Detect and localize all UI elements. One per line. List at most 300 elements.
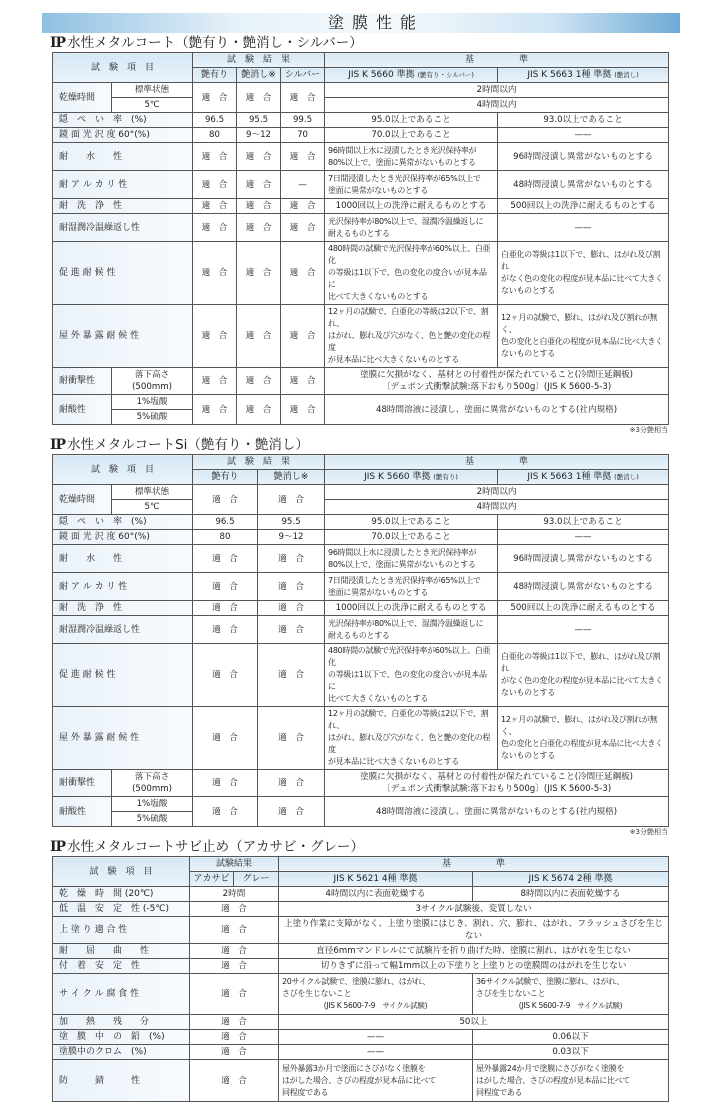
standard-text: [325, 128, 498, 143]
section-title-rust-primer: [50, 839, 720, 856]
cell-text: 1%塩酸: [136, 397, 168, 407]
cell-text: 乾燥時間: [59, 494, 96, 505]
cell-text: 乾燥時間: [59, 92, 96, 103]
cell-text: 適 合: [221, 904, 247, 914]
result-value: [281, 128, 325, 143]
cell-text: 95.0以上であること: [371, 115, 451, 125]
result-value: [237, 214, 281, 242]
cell-text: 適 合: [201, 376, 228, 386]
cell-text: 適 合: [221, 1032, 247, 1042]
standard-text: [498, 515, 669, 530]
standard-text: [325, 530, 498, 545]
standard-text: [325, 395, 669, 425]
row-label: [53, 644, 193, 707]
cell-text: 塗膜中のクロム (%): [59, 1047, 147, 1057]
cell-text: 耐 洗 浄 性: [59, 201, 123, 211]
standard-text: [473, 1030, 669, 1045]
row-label: [53, 1030, 190, 1045]
cell-text: 96時間以上水に浸漬したとき光沢保持率が 80%以上で、塗面に異常がないものとする: [328, 547, 477, 569]
cell-text: 95.0以上であること: [371, 517, 451, 527]
cell-text: 試 験 項 目: [91, 62, 155, 73]
cell-text: 適 合: [289, 201, 316, 211]
cell-text: 耐 水 性: [59, 151, 123, 162]
header-standard-column: [325, 68, 498, 83]
cell-text: 12ヶ月の試験で、白亜化の等級は2以下で、割れ、 はがれ、膨れ及び穴がなく、色と艶の変化の程度 が見本品に比べ大きくないものとする: [328, 709, 491, 766]
cell-text: 48時間浸漬し異常がないものとする: [513, 179, 653, 190]
cell-text: ——: [574, 532, 592, 542]
section-title-text: 水性メタルコート（艶有り・艶消し・シルバー）: [67, 35, 363, 51]
result-value: [258, 545, 325, 573]
cell-text: 上 塗 り 適 合 性: [59, 925, 128, 935]
table-row: [53, 974, 669, 1015]
cell-text: 艶有り: [211, 472, 239, 482]
row-sublabel: [112, 410, 193, 425]
header-row: [53, 857, 669, 872]
table-row: [53, 305, 669, 368]
cell-text: JIS K 5663 1種 準拠: [527, 472, 615, 482]
header-standard-column: [498, 68, 669, 83]
row-sublabel: [112, 797, 193, 812]
row-label: [53, 887, 190, 902]
cell-text: 適 合: [212, 806, 238, 817]
result-value: [193, 242, 237, 305]
result-value: [190, 902, 279, 917]
cell-text: 耐 屈 曲 性: [59, 946, 150, 956]
result-value: [193, 485, 258, 515]
cell-text: 適 合: [221, 1017, 247, 1027]
header-test-item: [53, 857, 190, 887]
table-row: [53, 515, 669, 530]
standard-text: [498, 305, 669, 368]
cell-text: 耐湿潤冷温繰返し性: [59, 222, 141, 233]
cell-text: 500回以上の洗浄に耐えるものとする: [510, 603, 656, 613]
standard-text: [325, 113, 498, 128]
cell-text: 耐酸性: [59, 404, 87, 415]
table-row: [53, 601, 669, 616]
standard-text: [498, 545, 669, 573]
cell-text: 標準状態: [134, 85, 170, 95]
standard-text: [325, 616, 498, 644]
standard-text: [325, 500, 669, 515]
cell-text: 適 合: [278, 778, 304, 788]
header-standard: [325, 455, 669, 470]
cell-text: 耐 水 性: [59, 553, 123, 564]
standard-text: [325, 644, 498, 707]
cell-text: 塗膜に欠損がなく、基材との付着性が保たれていること(冷間圧延鋼板) 〔デュポン式衝撃試験:落下おもり500g〕(JIS K 5600-5-3): [360, 370, 634, 392]
cell-text: 鏡 面 光 沢 度 60°(%): [59, 130, 150, 140]
cell-text: 適 合: [221, 989, 247, 999]
result-value: [193, 770, 258, 797]
row-label: [53, 902, 190, 917]
result-value: [193, 83, 237, 113]
cell-text: サ イ ク ル 腐 食 性: [59, 989, 140, 999]
table-row: [53, 530, 669, 545]
standard-text: [325, 573, 498, 601]
cell-text: 48時間溶液に浸漬し、塗面に異常がないものとする(社内規格): [375, 806, 618, 817]
row-label: [53, 944, 190, 959]
result-value: [237, 83, 281, 113]
table-row: [53, 917, 669, 944]
section-title-metalcoat-si: [50, 437, 720, 454]
table-row: [53, 214, 669, 242]
cell-text: 適 合: [278, 603, 304, 613]
cell-text: 適 合: [245, 179, 272, 190]
table-row: [53, 1015, 669, 1030]
standard-text: [279, 917, 669, 944]
cell-text: —: [298, 179, 307, 190]
standard-text: [498, 143, 669, 171]
result-value: [237, 199, 281, 214]
row-label: [53, 199, 193, 214]
header-test-result: [193, 53, 325, 68]
result-value: [281, 143, 325, 171]
cell-text: 試 験 項 目: [89, 866, 153, 877]
result-value: [190, 887, 279, 902]
result-value: [258, 601, 325, 616]
cell-text: 加 熱 残 分: [59, 1017, 150, 1027]
cell-text: 5℃: [144, 502, 160, 512]
cell-text: 白亜化の等級は1以下で、膨れ、はがれ及び割れ がなく色の変化の程度が見本品に比べて大きく ないものとする: [501, 652, 663, 697]
cell-text: 70.0以上であること: [371, 532, 451, 542]
cell-text: 適 合: [221, 1075, 247, 1086]
ip-logo: IP: [50, 437, 66, 453]
standard-text: [473, 974, 669, 1015]
cell-text: 適 合: [289, 268, 316, 278]
cell-text: 適 合: [289, 331, 316, 341]
table-row: [53, 1030, 669, 1045]
result-value: [258, 616, 325, 644]
table-row: [53, 644, 669, 707]
row-label: [53, 959, 190, 974]
table-row: [53, 199, 669, 214]
result-value: [193, 707, 258, 770]
result-value: [190, 1060, 279, 1102]
cell-text: 適 合: [221, 961, 247, 971]
cell-text: 4時間以内に表面乾燥する: [325, 889, 426, 899]
cell-text: 500回以上の洗浄に耐えるものとする: [510, 201, 656, 211]
cell-text: 95.5: [281, 517, 301, 527]
cell-text: 耐衝撃性: [59, 376, 96, 386]
cell-text: 適 合: [289, 222, 316, 233]
standard-text: [325, 797, 669, 827]
cell-text: 4時間以内: [476, 502, 517, 512]
result-value: [193, 545, 258, 573]
result-value: [193, 530, 258, 545]
cell-text: 1000回以上の洗浄に耐えるものとする: [335, 201, 487, 211]
result-value: [258, 530, 325, 545]
row-label: [53, 1060, 190, 1102]
table-row: [53, 242, 669, 305]
standard-text: [473, 887, 669, 902]
cell-text: 付 着 安 定 性: [59, 961, 141, 971]
page-title: 塗膜性能: [327, 13, 424, 32]
cell-text: 2時間: [222, 889, 246, 899]
row-sublabel: [112, 500, 193, 515]
result-value: [237, 128, 281, 143]
cell-text: 適 合: [289, 151, 316, 162]
cell-text: 適 合: [201, 151, 228, 162]
header-result-column: [237, 68, 281, 83]
spec-table-metalcoat-si: [52, 454, 669, 827]
cell-text: 光沢保持率が80%以上で、湿潤冷温繰返しに 耐えるものとする: [328, 618, 484, 640]
result-value: [281, 214, 325, 242]
cell-text: 9～12: [278, 532, 304, 542]
cell-text: 0.03以下: [552, 1047, 589, 1057]
standard-text: [498, 242, 669, 305]
cell-text: 適 合: [201, 331, 228, 341]
result-value: [237, 143, 281, 171]
cell-text: 試 験 結 果: [227, 55, 291, 65]
cell-text: JIS K 5663 1種 準拠: [527, 70, 615, 80]
row-label: [53, 515, 193, 530]
cell-text: 適 合: [221, 1047, 247, 1057]
row-label: [53, 917, 190, 944]
result-value: [281, 199, 325, 214]
table-row: [53, 485, 669, 500]
row-label: [53, 530, 193, 545]
cell-text: 光沢保持率が80%以上で、湿潤冷温繰返しに 耐えるものとする: [328, 216, 484, 238]
standard-text: [279, 887, 473, 902]
cell-text: 5℃: [144, 100, 160, 110]
cell-text: 基 準: [465, 457, 529, 467]
table-row: [53, 113, 669, 128]
cell-text: 適 合: [212, 733, 238, 743]
row-label: [53, 305, 193, 368]
standard-text: [325, 707, 498, 770]
cell-text: 落下高さ (500mm): [132, 370, 172, 392]
result-value: [258, 573, 325, 601]
cell-text: 適 合: [201, 92, 228, 103]
footnote: ※3分艶相当: [629, 828, 668, 836]
standard-text: [325, 199, 498, 214]
cell-text: 5%硫酸: [136, 412, 168, 422]
cell-text: グレー: [242, 874, 270, 884]
cell-text: 適 合: [245, 331, 272, 341]
table-row: [53, 797, 669, 812]
cell-text: 屋外暴露3か月で塗面にさびがなく塗膜を はがした場合、さびの程度が見本品に比べて 同程度である: [282, 1063, 437, 1097]
table-row: [53, 395, 669, 410]
result-value: [193, 573, 258, 601]
cell-text: 白亜化の等級は1以下で、膨れ、はがれ及び割れ がなく色の変化の程度が見本品に比べて大きく ないものとする: [501, 250, 663, 295]
row-sublabel: [112, 770, 193, 797]
header-standard-column: [498, 470, 669, 485]
cell-text: 適 合: [278, 581, 304, 592]
cell-text: 70: [297, 130, 308, 140]
row-label: [53, 1015, 190, 1030]
cell-text: 耐 ア ル カ リ 性: [59, 179, 128, 190]
header-result-column: [234, 872, 279, 887]
cell-text: 適 合: [201, 404, 228, 415]
cell-text: 50以上: [459, 1017, 488, 1027]
cell-text: 試 験 結 果: [227, 457, 291, 467]
cell-text: 適 合: [201, 179, 228, 190]
table-row: [53, 573, 669, 601]
cell-text: 適 合: [278, 624, 304, 635]
cell-text: 9～12: [246, 130, 272, 140]
standard-text: [498, 601, 669, 616]
result-value: [193, 395, 237, 425]
cell-text: 4時間以内: [476, 100, 517, 110]
cell-text: 36サイクル試験で、塗膜に膨れ、はがれ、 さびを生じないこと: [476, 977, 625, 998]
table-row: [53, 902, 669, 917]
table-row: [53, 171, 669, 199]
cell-text: 試 験 項 目: [91, 464, 155, 475]
cell-text: 96時間浸漬し異常がないものとする: [513, 151, 653, 162]
header-standard-column: [279, 872, 473, 887]
result-value: [281, 305, 325, 368]
table-row: [53, 128, 669, 143]
result-value: [237, 113, 281, 128]
header-test-item: [53, 455, 193, 485]
cell-text: 艶消し※: [241, 70, 276, 80]
cell-text: 塗 膜 中 の 鉛 (%): [59, 1032, 165, 1042]
cell-note: (艶有り): [433, 473, 458, 481]
cell-text: 99.5: [292, 115, 313, 125]
result-value: [193, 214, 237, 242]
cell-text: 適 合: [201, 201, 228, 211]
cell-text: 96.5: [215, 517, 235, 527]
ip-logo: IP: [50, 839, 66, 855]
result-value: [193, 368, 237, 395]
result-value: [281, 368, 325, 395]
result-value: [237, 242, 281, 305]
cell-text: 鏡 面 光 沢 度 60°(%): [59, 532, 150, 542]
header-result-column: [281, 68, 325, 83]
cell-note: (艶有り・シルバー): [417, 71, 474, 79]
cell-text: ——: [574, 624, 592, 635]
cell-text: 低 温 安 定 性 (-5℃): [59, 904, 169, 914]
header-test-item: [53, 53, 193, 83]
standard-text: [325, 143, 498, 171]
standard-text: [279, 944, 669, 959]
table-row: [53, 83, 669, 98]
footnote: ※3分艶相当: [629, 426, 668, 434]
header-result-column: [258, 470, 325, 485]
header-standard-column: [325, 470, 498, 485]
cell-text: 96.5: [204, 115, 225, 125]
cell-text: 耐湿潤冷温繰返し性: [59, 624, 141, 635]
result-value: [193, 113, 237, 128]
table-row: [53, 707, 669, 770]
cell-text: 適 合: [278, 806, 304, 817]
standard-text: [498, 530, 669, 545]
standard-text: [325, 770, 669, 797]
cell-text: ——: [366, 1047, 385, 1057]
cell-text: JIS K 5660 準拠: [364, 472, 434, 482]
cell-text: 480時間の試験で光沢保持率が60%以上、白亜化 の等級は1以下で、色の変化の度合いが見本品に 比べて大きくないものとする: [328, 244, 491, 301]
header-row: [53, 455, 669, 470]
row-label: [53, 545, 193, 573]
result-value: [237, 171, 281, 199]
result-value: [190, 974, 279, 1015]
cell-text: 7日間浸漬したとき光沢保持率が65%以上で 塗面に異常がないものとする: [328, 575, 481, 597]
cell-text: ——: [366, 1032, 385, 1042]
cell-text: シルバー: [284, 70, 321, 80]
result-value: [193, 616, 258, 644]
table-row: [53, 616, 669, 644]
row-label: [53, 214, 193, 242]
standard-text: [279, 1015, 669, 1030]
standard-text: [498, 171, 669, 199]
cell-text: 屋 外 暴 露 耐 候 性: [59, 331, 140, 341]
result-value: [190, 917, 279, 944]
cell-text: 耐 洗 浄 性: [59, 603, 123, 613]
cell-text: ——: [574, 222, 592, 233]
result-value: [281, 113, 325, 128]
cell-text: 7日間浸漬したとき光沢保持率が65%以上で 塗面に異常がないものとする: [328, 173, 481, 195]
row-label: [53, 368, 112, 395]
standard-text: [279, 1030, 473, 1045]
table-row: [53, 500, 669, 515]
cell-text: 2時間以内: [476, 85, 517, 95]
table-row: [53, 143, 669, 171]
spec-table-rust-primer: [52, 856, 669, 1102]
standard-text: [473, 1045, 669, 1060]
cell-text: 80: [219, 532, 231, 542]
cell-text: 適 合: [212, 581, 238, 592]
result-value: [193, 644, 258, 707]
result-value: [258, 707, 325, 770]
row-sublabel: [112, 83, 193, 98]
result-value: [190, 1015, 279, 1030]
standard-text: [325, 515, 498, 530]
result-value: [190, 1030, 279, 1045]
result-value: [193, 515, 258, 530]
standard-text: [498, 644, 669, 707]
cell-text: 基 準: [465, 55, 529, 65]
cell-text: 1%塩酸: [136, 799, 168, 809]
cell-text: 適 合: [245, 151, 272, 162]
standard-text: [279, 959, 669, 974]
result-value: [193, 128, 237, 143]
result-value: [281, 242, 325, 305]
table-row: [53, 545, 669, 573]
header-standard: [279, 857, 669, 872]
cell-text: 70.0以上であること: [371, 130, 451, 140]
result-value: [258, 797, 325, 827]
standard-text: [498, 616, 669, 644]
cell-note: (JIS K 5600-7-9 サイクル試験): [323, 1001, 428, 1010]
cell-text: 93.0以上であること: [543, 517, 623, 527]
cell-text: 80: [209, 130, 220, 140]
cell-text: 隠 ぺ い 率 (%): [59, 517, 147, 527]
result-value: [258, 485, 325, 515]
row-label: [53, 485, 112, 515]
row-label: [53, 616, 193, 644]
cell-text: 防 錆 性: [59, 1075, 141, 1086]
header-result-column: [190, 872, 234, 887]
cell-text: 適 合: [278, 494, 304, 505]
standard-text: [498, 199, 669, 214]
section-title-text: 水性メタルコートサビ止め（アカサビ・グレー）: [67, 839, 364, 855]
cell-text: 適 合: [221, 925, 247, 935]
row-label: [53, 83, 112, 113]
cell-text: 3サイクル試験後、変質しない: [415, 904, 532, 914]
cell-text: 93.0以上であること: [543, 115, 623, 125]
section-title-metalcoat: [50, 35, 720, 52]
cell-text: 適 合: [245, 404, 272, 415]
standard-text: [498, 707, 669, 770]
standard-text: [325, 305, 498, 368]
standard-text: [325, 98, 669, 113]
ip-logo: IP: [50, 35, 66, 51]
cell-text: 2時間以内: [476, 487, 517, 497]
result-value: [258, 770, 325, 797]
cell-text: 標準状態: [134, 487, 170, 497]
row-label: [53, 395, 112, 425]
result-value: [281, 83, 325, 113]
standard-text: [279, 902, 669, 917]
